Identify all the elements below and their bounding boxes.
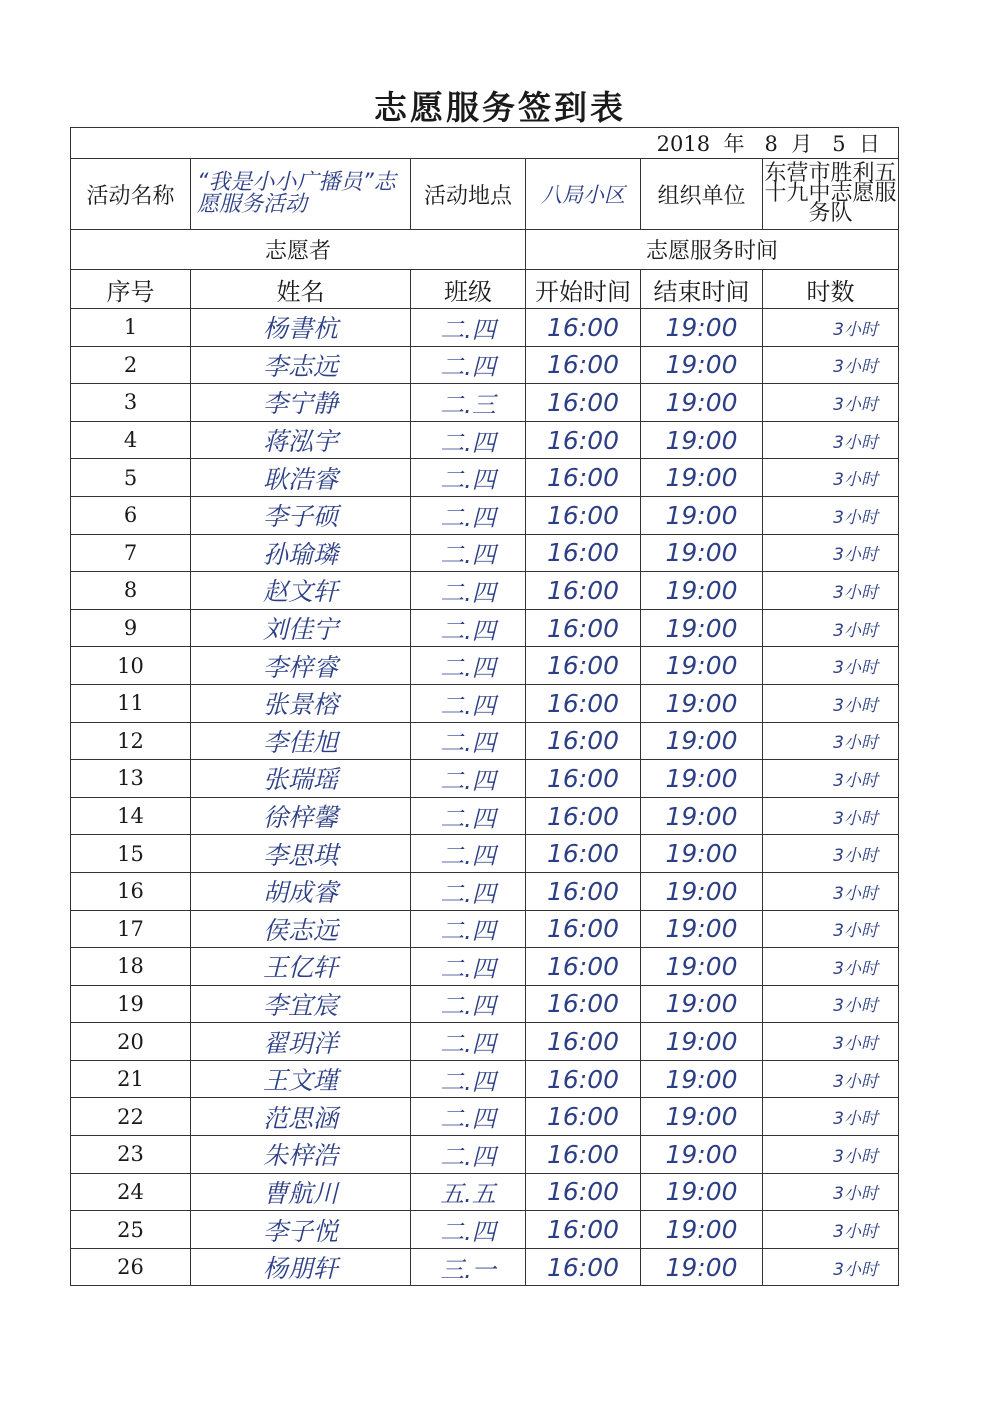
date-day: 5 xyxy=(832,132,846,156)
cell-index: 4 xyxy=(71,421,191,459)
table-row xyxy=(71,647,899,685)
cell-index: 13 xyxy=(71,760,191,798)
cell-class: 五.五 xyxy=(411,1173,526,1211)
cell-start-time: 16:00 xyxy=(526,534,641,572)
cell-index: 9 xyxy=(71,609,191,647)
cell-hours: 3小时 xyxy=(763,572,899,610)
service-time-section-header: 志愿服务时间 xyxy=(526,230,899,270)
table-row xyxy=(71,421,899,459)
cell-hours: 3小时 xyxy=(763,1173,899,1211)
cell-hours: 3小时 xyxy=(763,1023,899,1061)
cell-class: 二.四 xyxy=(411,309,526,347)
cell-class: 二.四 xyxy=(411,1023,526,1061)
cell-name: 曹航川 xyxy=(191,1173,411,1211)
table-row xyxy=(71,1023,899,1061)
table-row xyxy=(71,384,899,422)
table-row xyxy=(71,572,899,610)
cell-end-time: 19:00 xyxy=(641,496,763,534)
cell-name: 王亿轩 xyxy=(191,948,411,986)
cell-name: 张景榕 xyxy=(191,684,411,722)
cell-start-time: 16:00 xyxy=(526,1060,641,1098)
cell-hours: 3小时 xyxy=(763,1098,899,1136)
cell-end-time: 19:00 xyxy=(641,722,763,760)
cell-name: 李宜宸 xyxy=(191,985,411,1023)
cell-end-time: 19:00 xyxy=(641,948,763,986)
cell-hours: 3小时 xyxy=(763,346,899,384)
cell-start-time: 16:00 xyxy=(526,496,641,534)
cell-hours: 3小时 xyxy=(763,1136,899,1174)
cell-start-time: 16:00 xyxy=(526,760,641,798)
activity-name-value: “我是小小广播员”志愿服务活动 xyxy=(191,159,411,230)
cell-class: 二.四 xyxy=(411,872,526,910)
cell-index: 10 xyxy=(71,647,191,685)
cell-name: 朱梓浩 xyxy=(191,1136,411,1174)
cell-start-time: 16:00 xyxy=(526,309,641,347)
cell-class: 二.四 xyxy=(411,722,526,760)
cell-start-time: 16:00 xyxy=(526,835,641,873)
cell-start-time: 16:00 xyxy=(526,684,641,722)
cell-start-time: 16:00 xyxy=(526,421,641,459)
cell-end-time: 19:00 xyxy=(641,309,763,347)
cell-name: 刘佳宁 xyxy=(191,609,411,647)
cell-name: 李志远 xyxy=(191,346,411,384)
table-row xyxy=(71,910,899,948)
cell-index: 22 xyxy=(71,1098,191,1136)
cell-hours: 3小时 xyxy=(763,647,899,685)
cell-start-time: 16:00 xyxy=(526,797,641,835)
cell-class: 二.四 xyxy=(411,459,526,497)
cell-end-time: 19:00 xyxy=(641,985,763,1023)
cell-index: 3 xyxy=(71,384,191,422)
cell-index: 25 xyxy=(71,1211,191,1249)
cell-end-time: 19:00 xyxy=(641,421,763,459)
activity-location-label: 活动地点 xyxy=(411,159,526,230)
cell-class: 二.四 xyxy=(411,647,526,685)
table-row xyxy=(71,459,899,497)
cell-hours: 3小时 xyxy=(763,496,899,534)
activity-row xyxy=(71,159,899,230)
cell-name: 李佳旭 xyxy=(191,722,411,760)
cell-index: 23 xyxy=(71,1136,191,1174)
cell-name: 侯志远 xyxy=(191,910,411,948)
table-row xyxy=(71,985,899,1023)
cell-hours: 3小时 xyxy=(763,835,899,873)
cell-name: 胡成睿 xyxy=(191,872,411,910)
cell-hours: 3小时 xyxy=(763,910,899,948)
cell-index: 8 xyxy=(71,572,191,610)
cell-start-time: 16:00 xyxy=(526,985,641,1023)
cell-index: 24 xyxy=(71,1173,191,1211)
cell-hours: 3小时 xyxy=(763,985,899,1023)
cell-class: 二.四 xyxy=(411,572,526,610)
cell-index: 5 xyxy=(71,459,191,497)
cell-end-time: 19:00 xyxy=(641,1060,763,1098)
cell-start-time: 16:00 xyxy=(526,647,641,685)
cell-index: 17 xyxy=(71,910,191,948)
cell-class: 二.四 xyxy=(411,985,526,1023)
cell-index: 11 xyxy=(71,684,191,722)
column-header-start: 开始时间 xyxy=(526,270,641,309)
date-row xyxy=(71,128,899,159)
cell-end-time: 19:00 xyxy=(641,534,763,572)
table-row xyxy=(71,609,899,647)
section-row xyxy=(71,230,899,270)
cell-end-time: 19:00 xyxy=(641,384,763,422)
cell-end-time: 19:00 xyxy=(641,1248,763,1286)
cell-hours: 3小时 xyxy=(763,948,899,986)
date-month-unit: 月 xyxy=(791,132,813,156)
cell-hours: 3小时 xyxy=(763,1211,899,1249)
table-row xyxy=(71,1248,899,1286)
table-row xyxy=(71,309,899,347)
sign-in-table xyxy=(70,127,899,1286)
cell-hours: 3小时 xyxy=(763,797,899,835)
cell-start-time: 16:00 xyxy=(526,910,641,948)
organizer-value: 东营市胜利五十九中志愿服务队 xyxy=(763,159,899,230)
cell-index: 15 xyxy=(71,835,191,873)
cell-class: 二.四 xyxy=(411,684,526,722)
cell-end-time: 19:00 xyxy=(641,910,763,948)
cell-end-time: 19:00 xyxy=(641,797,763,835)
date-year-unit: 年 xyxy=(723,132,745,156)
cell-start-time: 16:00 xyxy=(526,1173,641,1211)
cell-name: 李梓睿 xyxy=(191,647,411,685)
date-month: 8 xyxy=(764,132,778,156)
cell-name: 李子悦 xyxy=(191,1211,411,1249)
cell-hours: 3小时 xyxy=(763,872,899,910)
cell-class: 二.四 xyxy=(411,1098,526,1136)
cell-start-time: 16:00 xyxy=(526,346,641,384)
cell-hours: 3小时 xyxy=(763,309,899,347)
cell-end-time: 19:00 xyxy=(641,1098,763,1136)
cell-start-time: 16:00 xyxy=(526,872,641,910)
cell-start-time: 16:00 xyxy=(526,1211,641,1249)
cell-class: 二.四 xyxy=(411,910,526,948)
activity-name-label: 活动名称 xyxy=(71,159,191,230)
cell-class: 二.四 xyxy=(411,1136,526,1174)
table-row xyxy=(71,1098,899,1136)
cell-end-time: 19:00 xyxy=(641,609,763,647)
cell-name: 李子硕 xyxy=(191,496,411,534)
cell-name: 王文瑾 xyxy=(191,1060,411,1098)
cell-index: 2 xyxy=(71,346,191,384)
cell-hours: 3小时 xyxy=(763,384,899,422)
table-row xyxy=(71,346,899,384)
column-header-row xyxy=(71,270,899,309)
table-row xyxy=(71,797,899,835)
cell-end-time: 19:00 xyxy=(641,572,763,610)
cell-start-time: 16:00 xyxy=(526,1098,641,1136)
cell-class: 二.四 xyxy=(411,835,526,873)
cell-end-time: 19:00 xyxy=(641,872,763,910)
table-row xyxy=(71,684,899,722)
cell-end-time: 19:00 xyxy=(641,346,763,384)
table-row xyxy=(71,1060,899,1098)
organizer-label: 组织单位 xyxy=(641,159,763,230)
cell-start-time: 16:00 xyxy=(526,572,641,610)
cell-class: 三.一 xyxy=(411,1248,526,1286)
cell-index: 20 xyxy=(71,1023,191,1061)
cell-name: 张瑞瑶 xyxy=(191,760,411,798)
cell-name: 李宁静 xyxy=(191,384,411,422)
table-row xyxy=(71,1136,899,1174)
table-row xyxy=(71,872,899,910)
cell-class: 二.四 xyxy=(411,1211,526,1249)
activity-location-value: 八局小区 xyxy=(526,159,641,230)
cell-hours: 3小时 xyxy=(763,459,899,497)
cell-end-time: 19:00 xyxy=(641,684,763,722)
cell-name: 翟玥洋 xyxy=(191,1023,411,1061)
column-header-hours: 时数 xyxy=(763,270,899,309)
table-row xyxy=(71,835,899,873)
cell-name: 杨朋轩 xyxy=(191,1248,411,1286)
table-row xyxy=(71,534,899,572)
cell-end-time: 19:00 xyxy=(641,647,763,685)
cell-start-time: 16:00 xyxy=(526,1023,641,1061)
table-row xyxy=(71,722,899,760)
cell-index: 7 xyxy=(71,534,191,572)
cell-class: 二.四 xyxy=(411,346,526,384)
cell-class: 二.四 xyxy=(411,948,526,986)
cell-start-time: 16:00 xyxy=(526,384,641,422)
cell-index: 19 xyxy=(71,985,191,1023)
cell-index: 21 xyxy=(71,1060,191,1098)
cell-hours: 3小时 xyxy=(763,722,899,760)
cell-hours: 3小时 xyxy=(763,760,899,798)
cell-class: 二.三 xyxy=(411,384,526,422)
cell-class: 二.四 xyxy=(411,421,526,459)
cell-class: 二.四 xyxy=(411,609,526,647)
cell-class: 二.四 xyxy=(411,1060,526,1098)
cell-name: 范思涵 xyxy=(191,1098,411,1136)
cell-class: 二.四 xyxy=(411,496,526,534)
cell-index: 16 xyxy=(71,872,191,910)
cell-end-time: 19:00 xyxy=(641,835,763,873)
cell-index: 18 xyxy=(71,948,191,986)
table-row xyxy=(71,1211,899,1249)
volunteer-section-header: 志愿者 xyxy=(71,230,526,270)
cell-hours: 3小时 xyxy=(763,534,899,572)
cell-start-time: 16:00 xyxy=(526,948,641,986)
cell-class: 二.四 xyxy=(411,534,526,572)
cell-name: 杨書杭 xyxy=(191,309,411,347)
column-header-index: 序号 xyxy=(71,270,191,309)
column-header-class: 班级 xyxy=(411,270,526,309)
cell-name: 耿浩睿 xyxy=(191,459,411,497)
cell-end-time: 19:00 xyxy=(641,459,763,497)
table-row xyxy=(71,948,899,986)
date-day-unit: 日 xyxy=(859,132,880,156)
table-row xyxy=(71,496,899,534)
cell-start-time: 16:00 xyxy=(526,459,641,497)
cell-start-time: 16:00 xyxy=(526,1248,641,1286)
cell-name: 李思琪 xyxy=(191,835,411,873)
cell-index: 12 xyxy=(71,722,191,760)
cell-end-time: 19:00 xyxy=(641,1173,763,1211)
cell-hours: 3小时 xyxy=(763,1060,899,1098)
table-row xyxy=(71,760,899,798)
table-row xyxy=(71,1173,899,1211)
cell-hours: 3小时 xyxy=(763,609,899,647)
cell-end-time: 19:00 xyxy=(641,1023,763,1061)
cell-index: 6 xyxy=(71,496,191,534)
cell-class: 二.四 xyxy=(411,760,526,798)
cell-end-time: 19:00 xyxy=(641,1136,763,1174)
cell-index: 14 xyxy=(71,797,191,835)
cell-hours: 3小时 xyxy=(763,684,899,722)
page-title: 志愿服务签到表 xyxy=(374,88,626,127)
column-header-name: 姓名 xyxy=(191,270,411,309)
cell-end-time: 19:00 xyxy=(641,1211,763,1249)
date-cell xyxy=(71,128,899,159)
cell-hours: 3小时 xyxy=(763,1248,899,1286)
cell-name: 孙瑜璘 xyxy=(191,534,411,572)
cell-index: 26 xyxy=(71,1248,191,1286)
cell-start-time: 16:00 xyxy=(526,722,641,760)
cell-name: 赵文轩 xyxy=(191,572,411,610)
cell-name: 蒋泓宇 xyxy=(191,421,411,459)
cell-start-time: 16:00 xyxy=(526,1136,641,1174)
cell-start-time: 16:00 xyxy=(526,609,641,647)
cell-index: 1 xyxy=(71,309,191,347)
cell-class: 二.四 xyxy=(411,797,526,835)
date-year: 2018 xyxy=(656,132,711,156)
column-header-end: 结束时间 xyxy=(641,270,763,309)
cell-name: 徐梓馨 xyxy=(191,797,411,835)
cell-hours: 3小时 xyxy=(763,421,899,459)
cell-end-time: 19:00 xyxy=(641,760,763,798)
